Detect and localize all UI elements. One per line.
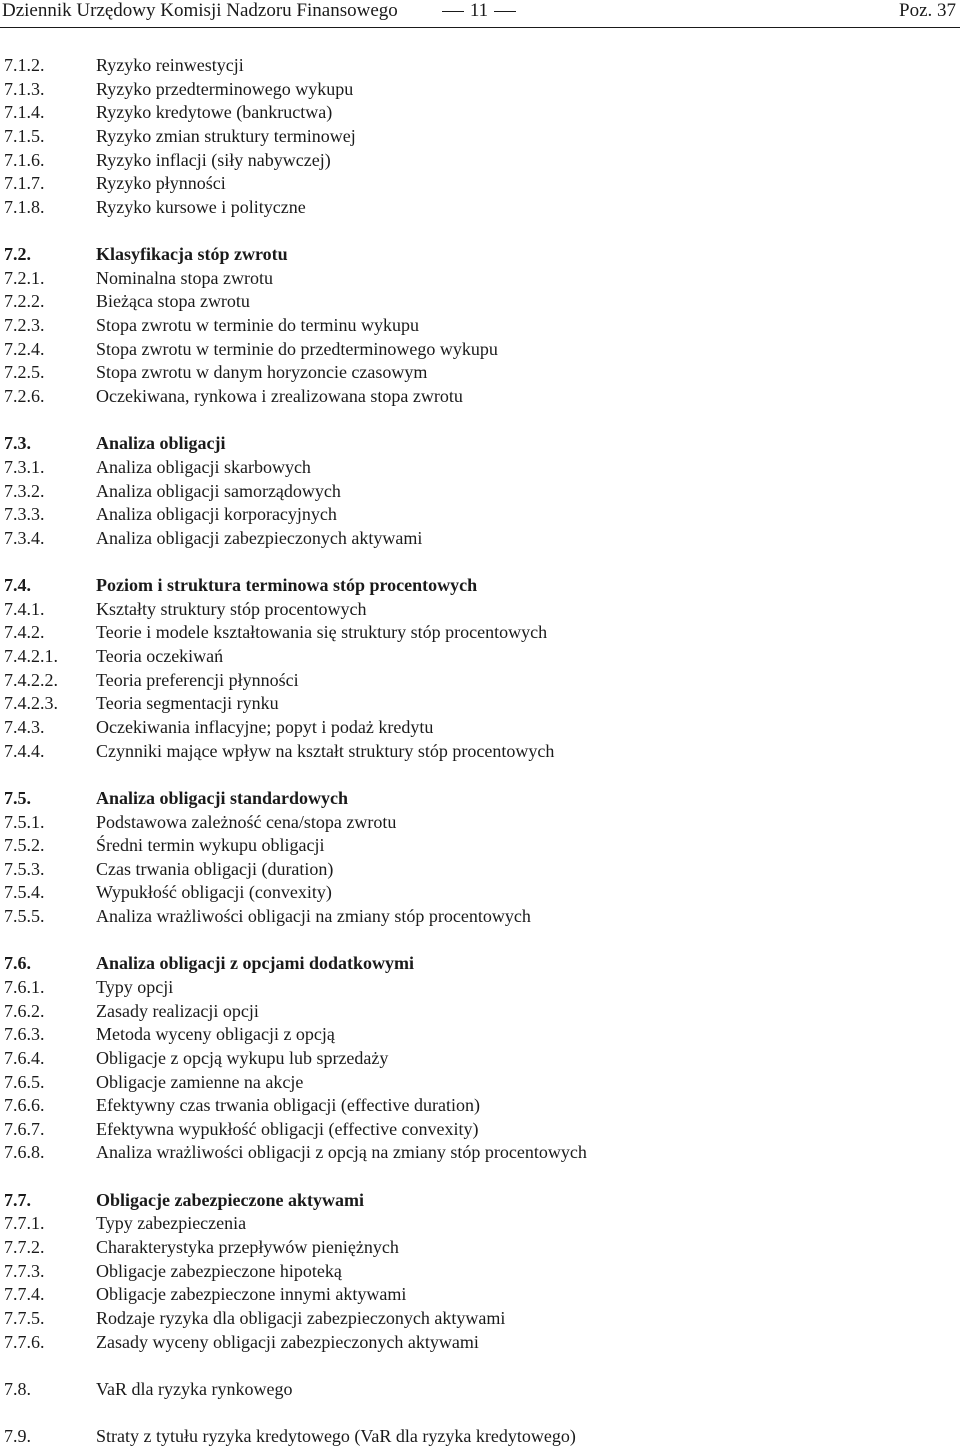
toc-entry xyxy=(4,196,944,220)
section-heading xyxy=(4,787,944,811)
toc-entry xyxy=(4,976,944,1000)
toc-number: 7.3.1. xyxy=(4,456,45,477)
toc-number: 7.4.2.1. xyxy=(4,646,58,667)
toc-number: 7.7.6. xyxy=(4,1331,45,1352)
toc-number: 7.4.3. xyxy=(4,716,45,737)
table-of-contents xyxy=(4,54,944,1449)
toc-title: Ryzyko zmian struktury terminowej xyxy=(96,125,356,146)
toc-entry xyxy=(4,1331,944,1355)
toc-number: 7.5. xyxy=(4,787,31,808)
toc-entry xyxy=(4,669,944,693)
toc-number: 7.3.4. xyxy=(4,527,45,548)
toc-title: VaR dla ryzyka rynkowego xyxy=(96,1378,293,1399)
section-heading xyxy=(4,1189,944,1213)
toc-number: 7.7.3. xyxy=(4,1260,45,1281)
toc-entry xyxy=(4,314,944,338)
toc-title: Analiza obligacji z opcjami dodatkowymi xyxy=(96,953,414,974)
toc-number: 7.9. xyxy=(4,1426,31,1447)
toc-entry xyxy=(4,1071,944,1095)
toc-number: 7.7. xyxy=(4,1189,31,1210)
toc-entry xyxy=(4,290,944,314)
toc-title: Analiza obligacji skarbowych xyxy=(96,456,311,477)
toc-entry xyxy=(4,503,944,527)
toc-entry xyxy=(4,1094,944,1118)
toc-entry xyxy=(4,149,944,173)
toc-title: Ryzyko inflacji (siły nabywczej) xyxy=(96,149,331,170)
toc-number: 7.4.4. xyxy=(4,740,45,761)
toc-entry xyxy=(4,527,944,551)
toc-title: Obligacje zamienne na akcje xyxy=(96,1071,304,1092)
toc-number: 7.3.2. xyxy=(4,480,45,501)
toc-title: Kształty struktury stóp procentowych xyxy=(96,598,367,619)
toc-number: 7.4. xyxy=(4,575,31,596)
toc-title: Ryzyko płynności xyxy=(96,173,226,194)
toc-title: Typy opcji xyxy=(96,976,174,997)
toc-title: Straty z tytułu ryzyka kredytowego (VaR dla ryzyka kredytowego) xyxy=(96,1426,576,1447)
toc-number: 7.2. xyxy=(4,244,31,265)
toc-title: Obligacje z opcją wykupu lub sprzedaży xyxy=(96,1047,389,1068)
toc-title: Ryzyko kredytowe (bankructwa) xyxy=(96,102,333,123)
page-number-value: 11 xyxy=(469,0,489,21)
toc-entry xyxy=(4,645,944,669)
toc-entry xyxy=(4,54,944,78)
toc-number: 7.6.1. xyxy=(4,976,45,997)
section-heading xyxy=(4,432,944,456)
toc-number: 7.2.3. xyxy=(4,315,45,336)
toc-number: 7.3. xyxy=(4,433,31,454)
toc-title: Nominalna stopa zwrotu xyxy=(96,267,273,288)
toc-number: 7.6.7. xyxy=(4,1118,45,1139)
toc-number: 7.6.3. xyxy=(4,1024,45,1045)
toc-number: 7.6.5. xyxy=(4,1071,45,1092)
toc-number: 7.2.4. xyxy=(4,338,45,359)
toc-number: 7.5.2. xyxy=(4,835,45,856)
toc-entry xyxy=(4,1118,944,1142)
toc-entry xyxy=(4,1236,944,1260)
toc-number: 7.5.3. xyxy=(4,858,45,879)
toc-number: 7.6.2. xyxy=(4,1000,45,1021)
toc-title: Teoria preferencji płynności xyxy=(96,669,299,690)
section-gap xyxy=(4,1165,944,1189)
toc-number: 7.6.8. xyxy=(4,1142,45,1163)
toc-entry xyxy=(4,598,944,622)
toc-number: 7.2.6. xyxy=(4,385,45,406)
toc-title: Analiza obligacji xyxy=(96,433,226,454)
section-heading xyxy=(4,243,944,267)
toc-number: 7.1.2. xyxy=(4,55,45,75)
toc-entry xyxy=(4,1141,944,1165)
toc-title: Teoria oczekiwań xyxy=(96,646,224,667)
toc-title: Analiza wrażliwości obligacji na zmiany stóp procentowych xyxy=(96,906,531,927)
toc-entry xyxy=(4,905,944,929)
section-gap xyxy=(4,763,944,787)
toc-title: Zasady wyceny obligacji zabezpieczonych aktywami xyxy=(96,1331,479,1352)
page-number xyxy=(434,0,524,22)
toc-number: 7.7.2. xyxy=(4,1237,45,1258)
section-gap xyxy=(4,1402,944,1426)
toc-number: 7.5.1. xyxy=(4,811,45,832)
section-gap xyxy=(4,550,944,574)
section-heading xyxy=(4,952,944,976)
toc-title: Analiza obligacji korporacyjnych xyxy=(96,504,337,525)
section-gap xyxy=(4,219,944,243)
toc-entry xyxy=(4,1425,944,1449)
toc-number: 7.4.2. xyxy=(4,622,45,643)
toc-number: 7.7.1. xyxy=(4,1213,45,1234)
toc-entry xyxy=(4,811,944,835)
toc-number: 7.1.6. xyxy=(4,149,45,170)
section-gap xyxy=(4,929,944,953)
toc-number: 7.4.2.3. xyxy=(4,693,58,714)
toc-entry xyxy=(4,1378,944,1402)
toc-entry xyxy=(4,78,944,102)
toc-number: 7.1.5. xyxy=(4,125,45,146)
toc-number: 7.1.3. xyxy=(4,78,45,99)
toc-entry xyxy=(4,267,944,291)
toc-number: 7.6. xyxy=(4,953,31,974)
toc-title: Stopa zwrotu w terminie do terminu wykupu xyxy=(96,315,419,336)
toc-title: Efektywna wypukłość obligacji (effective convexity) xyxy=(96,1118,479,1139)
toc-title: Zasady realizacji opcji xyxy=(96,1000,259,1021)
toc-number: 7.7.5. xyxy=(4,1307,45,1328)
toc-entry xyxy=(4,338,944,362)
toc-number: 7.6.6. xyxy=(4,1095,45,1116)
toc-title: Stopa zwrotu w danym horyzoncie czasowym xyxy=(96,362,428,383)
toc-title: Czynniki mające wpływ na kształt struktury stóp procentowych xyxy=(96,740,555,761)
toc-entry xyxy=(4,881,944,905)
toc-number: 7.2.1. xyxy=(4,267,45,288)
toc-title: Rodzaje ryzyka dla obligacji zabezpieczonych aktywami xyxy=(96,1307,506,1328)
toc-title: Bieżąca stopa zwrotu xyxy=(96,291,250,312)
toc-title: Analiza obligacji zabezpieczonych aktywami xyxy=(96,527,423,548)
toc-title: Metoda wyceny obligacji z opcją xyxy=(96,1024,335,1045)
toc-entry xyxy=(4,692,944,716)
journal-title: Dziennik Urzędowy Komisji Nadzoru Finansowego xyxy=(2,0,398,21)
toc-entry xyxy=(4,1047,944,1071)
toc-title: Teorie i modele kształtowania się struktury stóp procentowych xyxy=(96,622,548,643)
toc-title: Teoria segmentacji rynku xyxy=(96,693,279,714)
toc-entry xyxy=(4,1023,944,1047)
toc-title: Klasyfikacja stóp zwrotu xyxy=(96,244,288,265)
toc-entry xyxy=(4,834,944,858)
toc-number: 7.1.8. xyxy=(4,196,45,217)
toc-entry xyxy=(4,125,944,149)
toc-entry xyxy=(4,1212,944,1236)
toc-number: 7.1.7. xyxy=(4,173,45,194)
toc-entry xyxy=(4,858,944,882)
toc-title: Charakterystyka przepływów pieniężnych xyxy=(96,1237,399,1258)
toc-entry xyxy=(4,1000,944,1024)
toc-entry xyxy=(4,172,944,196)
toc-title: Analiza obligacji samorządowych xyxy=(96,480,341,501)
toc-title: Obligacje zabezpieczone hipoteką xyxy=(96,1260,342,1281)
toc-title: Oczekiwana, rynkowa i zrealizowana stopa zwrotu xyxy=(96,385,463,406)
toc-title: Oczekiwania inflacyjne; popyt i podaż kredytu xyxy=(96,716,434,737)
toc-entry xyxy=(4,385,944,409)
dash-left xyxy=(442,11,464,12)
section-gap xyxy=(4,1354,944,1378)
toc-number: 7.4.1. xyxy=(4,598,45,619)
toc-entry xyxy=(4,456,944,480)
toc-title: Ryzyko kursowe i polityczne xyxy=(96,196,306,217)
header-rule xyxy=(0,27,960,28)
toc-number: 7.6.4. xyxy=(4,1047,45,1068)
toc-title: Analiza wrażliwości obligacji z opcją na zmiany stóp procentowych xyxy=(96,1142,587,1163)
toc-title: Poziom i struktura terminowa stóp procentowych xyxy=(96,575,478,596)
toc-entry xyxy=(4,480,944,504)
toc-entry xyxy=(4,621,944,645)
toc-title: Czas trwania obligacji (duration) xyxy=(96,858,334,879)
toc-title: Analiza obligacji standardowych xyxy=(96,787,349,808)
section-heading xyxy=(4,574,944,598)
toc-title: Ryzyko reinwestycji xyxy=(96,55,244,75)
toc-number: 7.2.2. xyxy=(4,291,45,312)
toc-title: Ryzyko przedterminowego wykupu xyxy=(96,78,354,99)
toc-entry xyxy=(4,1283,944,1307)
toc-title: Podstawowa zależność cena/stopa zwrotu xyxy=(96,811,397,832)
toc-title: Typy zabezpieczenia xyxy=(96,1213,247,1234)
toc-number: 7.2.5. xyxy=(4,362,45,383)
position-label: Poz. 37 xyxy=(899,0,956,21)
toc-title: Efektywny czas trwania obligacji (effective duration) xyxy=(96,1095,481,1116)
toc-entry xyxy=(4,101,944,125)
toc-number: 7.3.3. xyxy=(4,504,45,525)
toc-entry xyxy=(4,1260,944,1284)
toc-title: Obligacje zabezpieczone aktywami xyxy=(96,1189,364,1210)
toc-title: Wypukłość obligacji (convexity) xyxy=(96,882,332,903)
toc-entry xyxy=(4,361,944,385)
toc-title: Stopa zwrotu w terminie do przedterminowego wykupu xyxy=(96,338,498,359)
toc-entry xyxy=(4,1307,944,1331)
toc-title: Średni termin wykupu obligacji xyxy=(96,835,325,856)
toc-number: 7.1.4. xyxy=(4,102,45,123)
toc-number: 7.5.4. xyxy=(4,882,45,903)
toc-number: 7.4.2.2. xyxy=(4,669,58,690)
toc-entry xyxy=(4,740,944,764)
section-gap xyxy=(4,409,944,433)
toc-number: 7.7.4. xyxy=(4,1284,45,1305)
page-header xyxy=(0,0,960,30)
toc-number: 7.5.5. xyxy=(4,906,45,927)
dash-right xyxy=(494,11,516,12)
toc-entry xyxy=(4,716,944,740)
toc-title: Obligacje zabezpieczone innymi aktywami xyxy=(96,1284,407,1305)
toc-number: 7.8. xyxy=(4,1378,31,1399)
